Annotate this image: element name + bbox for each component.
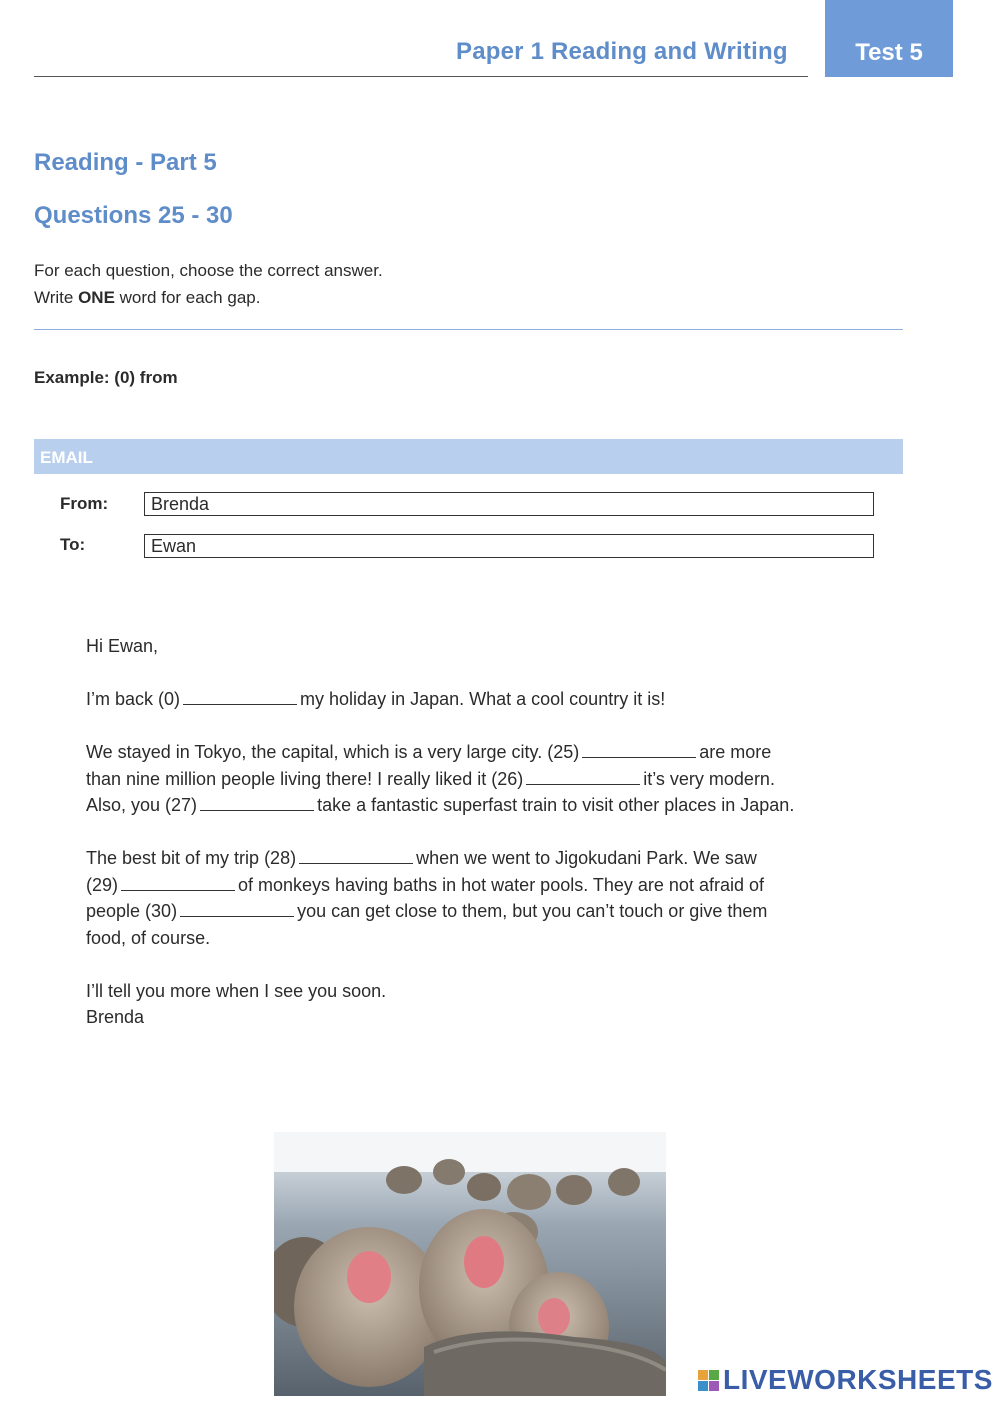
letter-text: my holiday in Japan. What a cool country it is! xyxy=(300,689,666,709)
letter-text: of monkeys having baths in hot water pools. They are not afraid of xyxy=(238,874,764,895)
closing: I’ll tell you more when I see you soon. xyxy=(86,980,387,1001)
letter-text: Also, you (27) xyxy=(86,795,198,815)
photo-illustration xyxy=(274,1132,666,1396)
letter-text: people (30) xyxy=(86,901,178,921)
logo-text: LIVEWORKSHEETS xyxy=(723,1364,993,1395)
gap-27[interactable] xyxy=(200,793,314,811)
letter-text: I’m back (0) xyxy=(86,689,181,709)
gap-28[interactable] xyxy=(299,846,413,864)
gap-25[interactable] xyxy=(582,740,696,758)
gap-0 xyxy=(183,687,297,705)
example-answer: Example: (0) from xyxy=(34,368,178,387)
letter-text: food, of course. xyxy=(86,927,211,948)
gap-26[interactable] xyxy=(526,767,640,785)
gap-30[interactable] xyxy=(180,899,294,917)
letter-text: than nine million people living there! I really liked it (26) xyxy=(86,768,524,789)
instruction-text: Write xyxy=(34,288,79,307)
paragraph-3 xyxy=(86,845,866,951)
paragraph-1 xyxy=(86,686,866,713)
letter-text: are more xyxy=(699,742,772,762)
email-bar-label: EMAIL xyxy=(40,448,93,467)
email-body xyxy=(86,633,866,1031)
section-divider xyxy=(34,329,903,330)
snow-monkeys-photo xyxy=(274,1132,666,1396)
part-title: Reading - Part 5 xyxy=(34,149,217,176)
paragraph-2 xyxy=(86,739,866,819)
letter-text: take a fantastic superfast train to visit other places in Japan. xyxy=(317,795,795,815)
closing-block xyxy=(86,978,866,1031)
questions-title: Questions 25 - 30 xyxy=(34,202,233,229)
letter-text: you can get close to them, but you can’t touch or give them xyxy=(297,901,768,921)
liveworksheets-logo xyxy=(698,1364,993,1396)
letter-text: (29) xyxy=(86,874,119,895)
test-label: Test 5 xyxy=(855,39,923,66)
to-label: To: xyxy=(60,535,86,554)
instruction-emphasis: ONE xyxy=(78,288,115,307)
from-label: From: xyxy=(60,494,109,513)
instruction-line-2 xyxy=(34,288,260,308)
instruction-text: word for each gap. xyxy=(114,288,261,307)
test-tab xyxy=(825,0,953,77)
greeting: Hi Ewan, xyxy=(86,636,159,656)
header-divider xyxy=(34,76,808,77)
gap-29[interactable] xyxy=(121,873,235,891)
to-field: Ewan xyxy=(144,534,874,558)
instruction-line-1: For each question, choose the correct answer. xyxy=(34,261,383,280)
letter-text: it’s very modern. xyxy=(643,768,775,789)
email-header-bar xyxy=(34,439,903,474)
letter-text: We stayed in Tokyo, the capital, which is a very large city. (25) xyxy=(86,742,580,762)
signature: Brenda xyxy=(86,1007,145,1027)
letter-text: The best bit of my trip (28) xyxy=(86,848,297,868)
letter-text: when we went to Jigokudani Park. We saw xyxy=(416,848,757,868)
from-field: Brenda xyxy=(144,492,874,516)
paper-title: Paper 1 Reading and Writing xyxy=(456,38,788,65)
logo-mark-icon xyxy=(698,1370,719,1391)
